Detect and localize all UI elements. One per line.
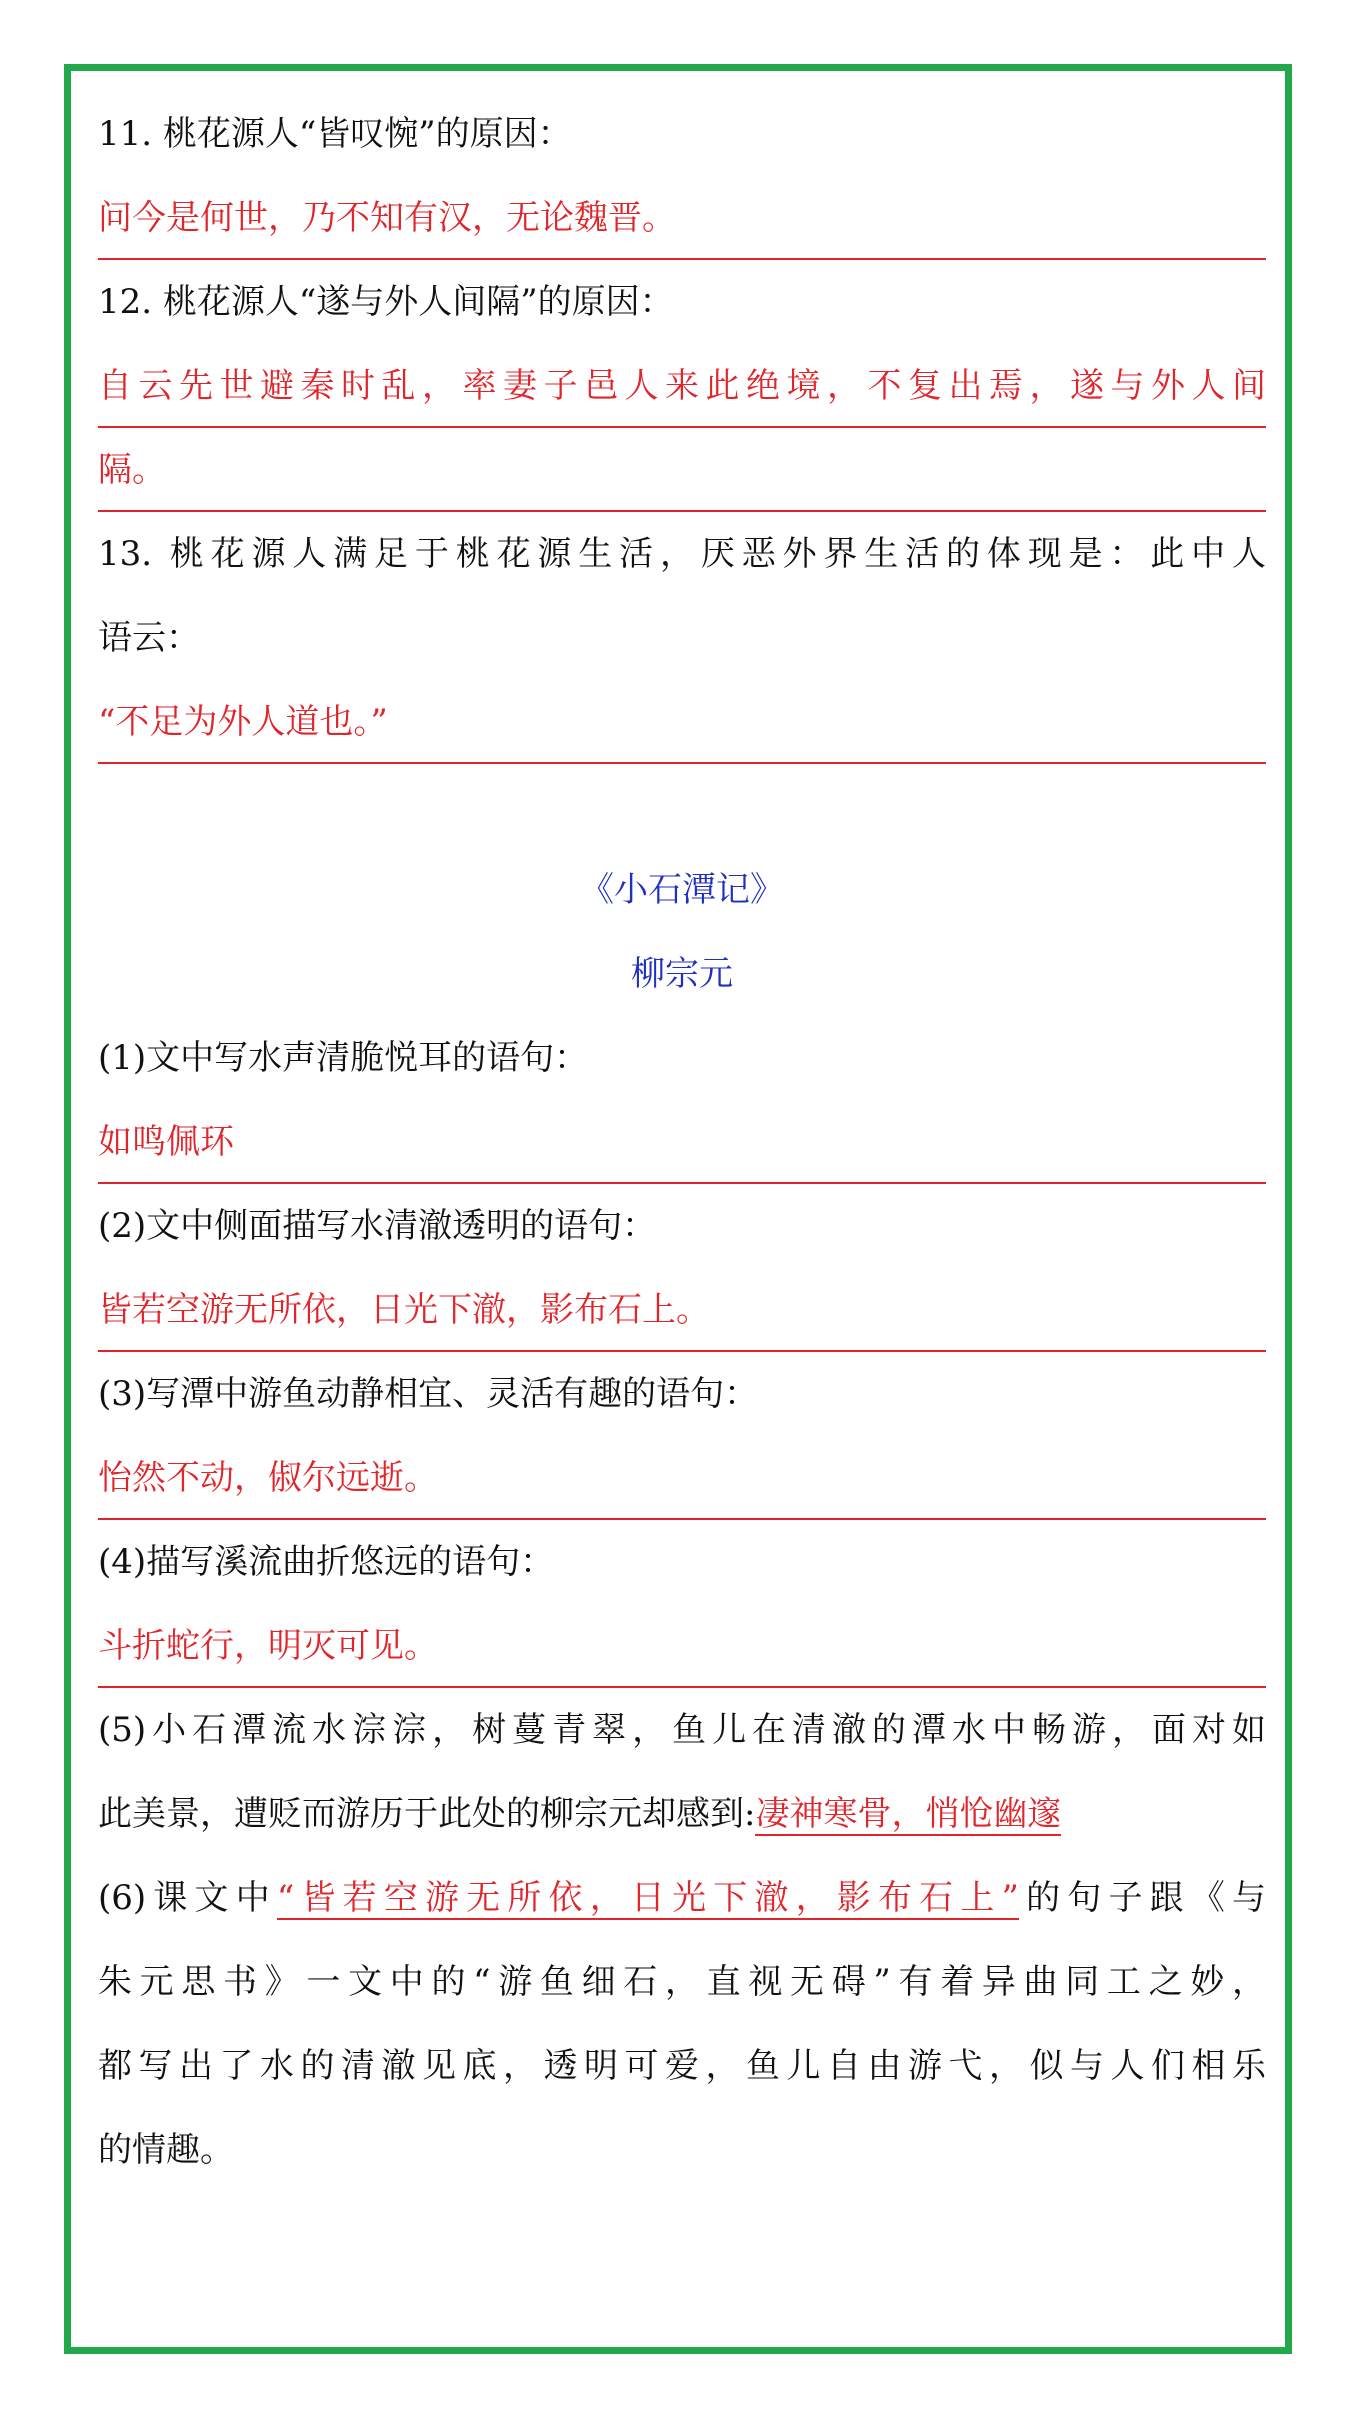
question-5-line2 — [98, 1772, 1266, 1856]
question-5-line1: (5)小石潭流水淙淙，树蔓青翠，鱼儿在清澈的潭水中畅游，面对如 — [98, 1710, 1266, 1750]
answer-13: “不足为外人道也。” — [98, 680, 1266, 764]
question-6-line3: 都写出了水的清澈见底，透明可爱，鱼儿自由游弋，似与人们相乐 — [98, 2046, 1266, 2086]
document-body — [98, 92, 1266, 2192]
section-title: 《小石潭记》 — [580, 870, 784, 910]
question-12: 12. 桃花源人“遂与外人间隔”的原因： — [98, 282, 674, 322]
question-6-prefix: (6)课文中 — [98, 1878, 277, 1918]
question-1: (1)文中写水声清脆悦耳的语句： — [98, 1038, 589, 1078]
question-2: (2)文中侧面描写水清澈透明的语句： — [98, 1206, 657, 1246]
answer-12-line2: 隔。 — [98, 428, 1266, 512]
answer-5: 凄神寒骨，悄怆幽邃 — [755, 1794, 1062, 1834]
question-6-line1 — [98, 1856, 1266, 1940]
answer-2: 皆若空游无所依，日光下澈，影布石上。 — [98, 1268, 1266, 1352]
question-13-line1: 13. 桃花源人满足于桃花源生活，厌恶外界生活的体现是：此中人 — [98, 534, 1266, 574]
answer-11: 问今是何世，乃不知有汉，无论魏晋。 — [98, 176, 1266, 260]
question-4: (4)描写溪流曲折悠远的语句： — [98, 1542, 555, 1582]
answer-3: 怡然不动，俶尔远逝。 — [98, 1436, 1266, 1520]
section-author: 柳宗元 — [631, 954, 733, 994]
question-11: 11. 桃花源人“皆叹惋”的原因： — [98, 114, 572, 154]
question-6-suffix: 的句子跟《与 — [1018, 1878, 1266, 1918]
answer-6: “皆若空游无所依，日光下澈，影布石上” — [276, 1878, 1019, 1918]
question-6-line2: 朱元思书》一文中的“游鱼细石，直视无碍”有着异曲同工之妙， — [98, 1962, 1266, 2002]
section-spacer — [98, 764, 1266, 848]
question-3: (3)写潭中游鱼动静相宜、灵活有趣的语句： — [98, 1374, 759, 1414]
answer-12-line1: 自云先世避秦时乱，率妻子邑人来此绝境，不复出焉，遂与外人间 — [98, 344, 1266, 428]
question-13-line2: 语云： — [98, 618, 200, 658]
answer-1: 如鸣佩环 — [98, 1100, 1266, 1184]
question-6-line4: 的情趣。 — [98, 2130, 234, 2170]
answer-4: 斗折蛇行，明灭可见。 — [98, 1604, 1266, 1688]
question-5-prefix: 此美景，遭贬而游历于此处的柳宗元却感到: — [98, 1794, 756, 1834]
